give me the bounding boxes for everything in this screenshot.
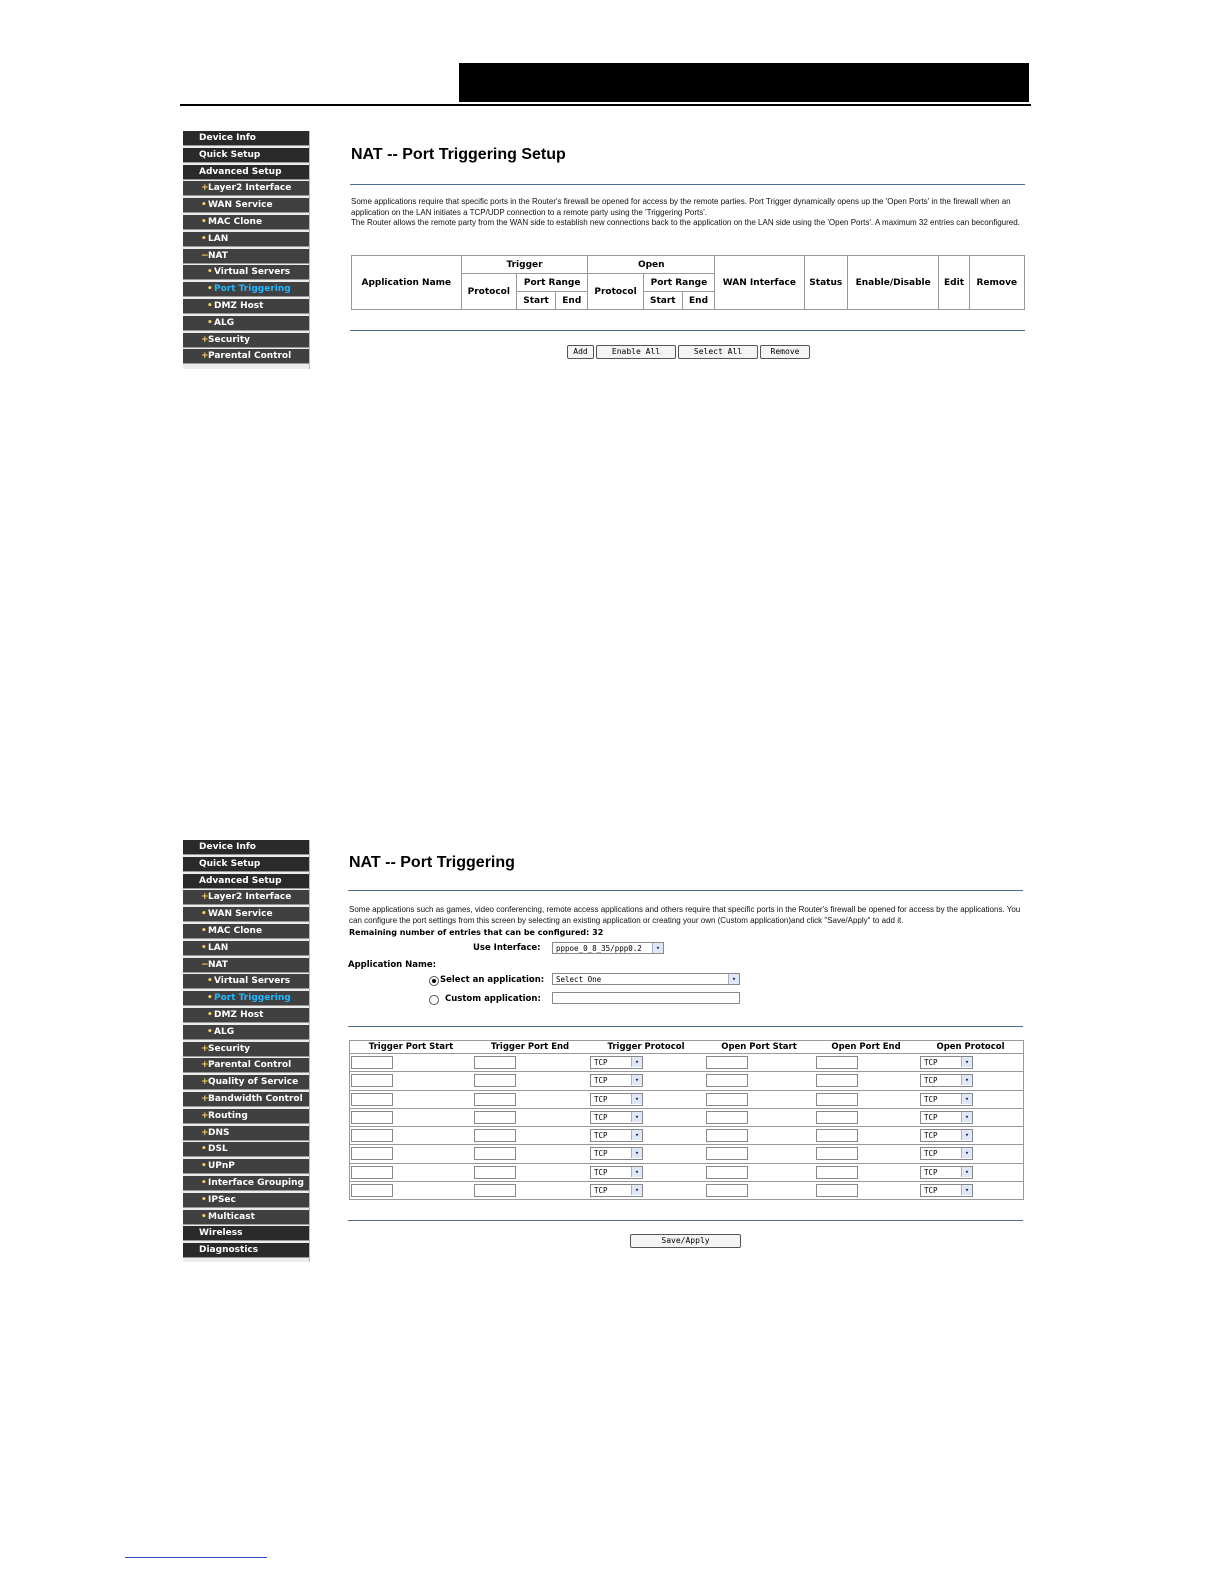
bullet-icon: •	[207, 267, 213, 278]
footer-link-underline	[125, 1557, 267, 1558]
trigger-protocol-select-value: TCP	[594, 1149, 608, 1159]
section-rule	[348, 1026, 1023, 1027]
sidebar-item-label: DMZ Host	[214, 300, 264, 311]
sidebar-item-alg[interactable]	[183, 316, 309, 331]
sidebar-divider	[309, 840, 310, 1262]
sidebar-item-alg[interactable]	[183, 1025, 309, 1040]
open-protocol-select[interactable]	[920, 1093, 973, 1106]
trigger-port-end-input[interactable]	[474, 1129, 516, 1142]
select-application-radio[interactable]	[429, 976, 439, 986]
sidebar-item-label: NAT	[208, 959, 228, 970]
header-bar	[459, 63, 1029, 102]
bullet-icon: +	[201, 892, 209, 903]
col-edit: Edit	[939, 256, 969, 310]
sidebar-item-security[interactable]	[183, 1042, 309, 1057]
open-protocol-select-value: TCP	[924, 1076, 938, 1086]
trigger-port-end-input[interactable]	[474, 1184, 516, 1197]
bullet-icon: •	[201, 1144, 207, 1155]
remaining-entries: Remaining number of entries that can be configured: 32	[349, 928, 604, 937]
title-rule	[348, 890, 1023, 891]
sidebar-item-label: DSL	[208, 1144, 228, 1155]
sidebar-item-label: WAN Service	[208, 909, 273, 920]
trigger-protocol-select-value: TCP	[594, 1131, 608, 1141]
sidebar-item-ipsec[interactable]	[183, 1193, 309, 1208]
bullet-icon: •	[201, 1161, 207, 1172]
trigger-port-end-input[interactable]	[474, 1166, 516, 1179]
open-port-end-input[interactable]	[816, 1129, 858, 1142]
col-application-name: Application Name	[352, 256, 462, 310]
sidebar-item-label: LAN	[208, 233, 229, 244]
sidebar-item-label: ALG	[214, 1026, 235, 1037]
sidebar-item-label: Virtual Servers	[214, 976, 291, 987]
sidebar-item-label: DMZ Host	[214, 1009, 264, 1020]
sidebar-item-lan[interactable]	[183, 941, 309, 956]
sidebar-item-nat[interactable]	[183, 958, 309, 973]
sidebar-item-port-triggering[interactable]	[183, 282, 309, 297]
chevron-down-icon: ▾	[631, 1057, 642, 1067]
trigger-port-start-input[interactable]	[351, 1147, 393, 1160]
sidebar-item-upnp[interactable]	[183, 1159, 309, 1174]
sidebar-item-label: DNS	[208, 1127, 230, 1138]
open-port-start-input[interactable]	[706, 1093, 748, 1106]
sidebar-item-label: Wireless	[199, 1228, 243, 1239]
table-row	[350, 1109, 1023, 1127]
col-open-port-range: Port Range	[643, 274, 714, 292]
sidebar-item-label: Quick Setup	[199, 149, 261, 160]
open-protocol-select-value: TCP	[924, 1112, 938, 1122]
sidebar-item-mac-clone[interactable]	[183, 924, 309, 939]
open-port-end-input[interactable]	[816, 1147, 858, 1160]
description	[351, 197, 1023, 229]
custom-application-input[interactable]	[552, 992, 740, 1004]
port-triggering-setup-screenshot	[183, 131, 1033, 369]
bullet-icon: +	[201, 1110, 209, 1121]
bullet-icon: •	[207, 1009, 213, 1020]
sidebar-item-label: Routing	[208, 1110, 248, 1121]
sidebar-item-label: NAT	[208, 250, 228, 261]
bullet-icon: +	[201, 334, 209, 345]
trigger-protocol-select[interactable]	[590, 1129, 643, 1142]
trigger-port-end-input[interactable]	[474, 1111, 516, 1124]
sidebar-item-port-triggering[interactable]	[183, 991, 309, 1006]
col-trigger: Trigger	[461, 256, 588, 274]
chevron-down-icon: ▾	[728, 974, 739, 984]
sidebar-item-layer2-interface[interactable]	[183, 181, 309, 196]
sidebar-divider	[309, 131, 310, 369]
col-open-port-start: Open Port Start	[721, 1042, 797, 1052]
trigger-ports-table	[349, 1040, 1024, 1200]
open-port-start-input[interactable]	[706, 1056, 748, 1069]
bullet-icon: •	[201, 216, 207, 227]
bottom-rule	[348, 1220, 1023, 1221]
bullet-icon: •	[201, 1211, 207, 1222]
sidebar-item-nat[interactable]	[183, 249, 309, 264]
bullet-icon: •	[201, 233, 207, 244]
use-interface-value: pppoe_0_8_35/ppp0.2	[556, 944, 642, 953]
trigger-protocol-select[interactable]	[590, 1111, 643, 1124]
chevron-down-icon: ▾	[631, 1130, 642, 1140]
chevron-down-icon: ▾	[631, 1075, 642, 1085]
bullet-icon: •	[207, 993, 213, 1004]
open-port-end-input[interactable]	[816, 1166, 858, 1179]
select-application-label: Select an application:	[440, 975, 545, 985]
col-trigger-end: End	[556, 292, 588, 310]
chevron-down-icon: ▾	[631, 1167, 642, 1177]
open-port-start-input[interactable]	[706, 1074, 748, 1087]
bullet-icon: •	[201, 909, 207, 920]
chevron-down-icon: ▾	[631, 1094, 642, 1104]
open-protocol-select-value: TCP	[924, 1186, 938, 1196]
sidebar-item-label: Port Triggering	[214, 993, 291, 1004]
select-application-dropdown[interactable]	[552, 973, 740, 985]
application-name-label: Application Name:	[348, 960, 437, 970]
trigger-protocol-select-value: TCP	[594, 1186, 608, 1196]
bullet-icon: +	[201, 1043, 209, 1054]
open-protocol-select-value: TCP	[924, 1131, 938, 1141]
bullet-icon: •	[201, 1177, 207, 1188]
table-row	[350, 1127, 1023, 1145]
table-header	[350, 1041, 1023, 1054]
trigger-port-start-input[interactable]	[351, 1129, 393, 1142]
sidebar-item-mac-clone[interactable]	[183, 215, 309, 230]
open-protocol-select-value: TCP	[924, 1149, 938, 1159]
sidebar-item-parental-control[interactable]	[183, 349, 309, 364]
open-protocol-select-value: TCP	[924, 1094, 938, 1104]
description-paragraph-2: The Router allows the remote party from the WAN side to establish new connections back to the application on the LAN side using the 'Open Ports'. A maximum 32 entries can beconfigured.	[351, 218, 1020, 227]
sidebar-item-bandwidth-control[interactable]	[183, 1092, 309, 1107]
sidebar-item-label: Virtual Servers	[214, 267, 291, 278]
trigger-port-start-input[interactable]	[351, 1093, 393, 1106]
table-row	[350, 1072, 1023, 1090]
sidebar-item-label: Multicast	[208, 1211, 255, 1222]
trigger-protocol-select-value: TCP	[594, 1167, 608, 1177]
sidebar-item-label: Security	[208, 334, 251, 345]
trigger-protocol-select-value: TCP	[594, 1112, 608, 1122]
col-trigger-port-end: Trigger Port End	[490, 1042, 570, 1052]
chevron-down-icon: ▾	[961, 1148, 972, 1158]
sidebar-item-quick-setup[interactable]	[183, 857, 309, 872]
open-port-start-input[interactable]	[706, 1111, 748, 1124]
bullet-icon: •	[207, 1026, 213, 1037]
sidebar-item-diagnostics[interactable]	[183, 1243, 309, 1258]
sidebar-item-label: IPSec	[208, 1194, 236, 1205]
chevron-down-icon: ▾	[961, 1075, 972, 1085]
col-wan-interface: WAN Interface	[715, 256, 805, 310]
chevron-down-icon: ▾	[961, 1185, 972, 1195]
sidebar-item-dmz-host[interactable]	[183, 299, 309, 314]
trigger-port-start-input[interactable]	[351, 1184, 393, 1197]
trigger-protocol-select[interactable]	[590, 1093, 643, 1106]
col-open-start: Start	[643, 292, 682, 310]
sidebar-item-wan-service[interactable]	[183, 907, 309, 922]
chevron-down-icon: ▾	[961, 1130, 972, 1140]
sidebar-item-dmz-host[interactable]	[183, 1008, 309, 1023]
chevron-down-icon: ▾	[631, 1112, 642, 1122]
trigger-protocol-select-value: TCP	[594, 1076, 608, 1086]
bullet-icon: +	[201, 183, 209, 194]
chevron-down-icon: ▾	[961, 1094, 972, 1104]
chevron-down-icon: ▾	[631, 1148, 642, 1158]
sidebar-item-interface-grouping[interactable]	[183, 1176, 309, 1191]
page-title: NAT -- Port Triggering Setup	[351, 146, 566, 163]
trigger-protocol-select[interactable]	[590, 1147, 643, 1160]
open-port-end-input[interactable]	[816, 1074, 858, 1087]
open-port-start-input[interactable]	[706, 1147, 748, 1160]
bullet-icon: +	[201, 1127, 209, 1138]
trigger-protocol-select[interactable]	[590, 1074, 643, 1087]
col-remove: Remove	[969, 256, 1024, 310]
use-interface-select[interactable]	[552, 942, 664, 954]
trigger-protocol-select[interactable]	[590, 1184, 643, 1197]
sidebar-item-label: Security	[208, 1043, 251, 1054]
sidebar-item-label: Advanced Setup	[199, 166, 282, 177]
trigger-port-end-input[interactable]	[474, 1093, 516, 1106]
sidebar-item-label: Parental Control	[208, 1060, 292, 1071]
sidebar-item-advanced-setup[interactable]	[183, 874, 309, 889]
open-protocol-select[interactable]	[920, 1111, 973, 1124]
table-row	[350, 1145, 1023, 1163]
chevron-down-icon: ▾	[961, 1057, 972, 1067]
add-button[interactable]: Add	[567, 345, 594, 359]
col-open-end: End	[682, 292, 714, 310]
bullet-icon: •	[207, 284, 213, 295]
sidebar-item-layer2-interface[interactable]	[183, 890, 309, 905]
sidebar-item-routing[interactable]	[183, 1109, 309, 1124]
col-status: Status	[804, 256, 847, 310]
sidebar-item-label: Quality of Service	[208, 1077, 299, 1088]
open-protocol-select-value: TCP	[924, 1167, 938, 1177]
sidebar-item-quick-setup[interactable]	[183, 148, 309, 163]
open-protocol-select[interactable]	[920, 1074, 973, 1087]
trigger-protocol-select[interactable]	[590, 1166, 643, 1179]
open-port-end-input[interactable]	[816, 1111, 858, 1124]
sidebar-item-device-info[interactable]	[183, 840, 309, 855]
table-row	[350, 1054, 1023, 1072]
sidebar-item-wan-service[interactable]	[183, 198, 309, 213]
col-trigger-protocol: Protocol	[461, 274, 516, 310]
table-row	[350, 1164, 1023, 1182]
sidebar-item-label: Interface Grouping	[208, 1177, 304, 1188]
trigger-port-start-input[interactable]	[351, 1056, 393, 1069]
sidebar-item-label: Diagnostics	[199, 1245, 259, 1256]
col-trigger-protocol: Trigger Protocol	[607, 1042, 685, 1052]
open-protocol-select-value: TCP	[924, 1058, 938, 1067]
remove-button[interactable]: Remove	[760, 345, 810, 359]
col-trigger-port-range: Port Range	[516, 274, 587, 292]
save-apply-button[interactable]: Save/Apply	[630, 1234, 741, 1248]
description: Some applications such as games, video conferencing, remote access applications and others require that specific ports in the Router's firewall be opened for access by the applications. You can configure the port settings from this screen by selecting an existing application or creating your own (Custom application)and click "Save/Apply" to add it.	[349, 905, 1021, 925]
sidebar-item-label: Device Info	[199, 842, 256, 852]
trigger-port-end-input[interactable]	[474, 1074, 516, 1087]
open-port-start-input[interactable]	[706, 1166, 748, 1179]
sidebar-item-virtual-servers[interactable]	[183, 265, 309, 280]
col-open-protocol: Protocol	[588, 274, 643, 310]
open-port-start-input[interactable]	[706, 1184, 748, 1197]
col-open-port-end: Open Port End	[831, 1042, 901, 1052]
use-interface-label: Use Interface:	[473, 943, 541, 953]
sidebar-item-label: MAC Clone	[208, 216, 263, 227]
port-triggering-add-screenshot	[183, 840, 1035, 1262]
open-port-end-input[interactable]	[816, 1184, 858, 1197]
sidebar-item-label: LAN	[208, 942, 229, 953]
sidebar-item-label: Bandwidth Control	[208, 1093, 303, 1104]
bullet-icon: −	[201, 250, 209, 261]
chevron-down-icon: ▾	[961, 1112, 972, 1122]
sidebar-item-label: Quick Setup	[199, 858, 261, 869]
trigger-port-end-input[interactable]	[474, 1056, 516, 1069]
title-rule	[350, 184, 1025, 185]
chevron-down-icon: ▾	[631, 1185, 642, 1195]
open-protocol-select[interactable]	[920, 1147, 973, 1160]
sidebar-item-virtual-servers[interactable]	[183, 974, 309, 989]
trigger-protocol-select-value: TCP	[594, 1058, 608, 1067]
trigger-protocol-select[interactable]	[590, 1056, 643, 1069]
sidebar-item-label: Advanced Setup	[199, 875, 282, 886]
trigger-protocol-select-value: TCP	[594, 1094, 608, 1104]
custom-application-radio[interactable]	[429, 995, 439, 1005]
bullet-icon: +	[201, 351, 209, 362]
sidebar-item-multicast[interactable]	[183, 1210, 309, 1225]
sidebar-item-advanced-setup[interactable]	[183, 165, 309, 180]
sidebar-item-label: UPnP	[208, 1161, 235, 1172]
open-port-start-input[interactable]	[706, 1129, 748, 1142]
sidebar	[183, 131, 309, 369]
sidebar-item-label: ALG	[214, 317, 235, 328]
sidebar-item-dns[interactable]	[183, 1126, 309, 1141]
sidebar-item-lan[interactable]	[183, 232, 309, 247]
sidebar-item-label: Port Triggering	[214, 284, 291, 295]
bullet-icon: •	[207, 976, 213, 987]
open-protocol-select[interactable]	[920, 1166, 973, 1179]
col-trigger-port-start: Trigger Port Start	[368, 1042, 454, 1052]
select-all-button[interactable]: Select All	[678, 345, 758, 359]
bullet-icon: •	[201, 200, 207, 211]
bullet-icon: •	[201, 925, 207, 936]
open-protocol-select[interactable]	[920, 1056, 973, 1069]
sidebar-item-dsl[interactable]	[183, 1142, 309, 1157]
bullet-icon: +	[201, 1093, 209, 1104]
sidebar-item-label: WAN Service	[208, 200, 273, 211]
open-port-end-input[interactable]	[816, 1056, 858, 1069]
bullet-icon: −	[201, 959, 209, 970]
open-protocol-select[interactable]	[920, 1184, 973, 1197]
header-rule	[180, 104, 1031, 106]
trigger-port-start-input[interactable]	[351, 1074, 393, 1087]
table-row	[350, 1091, 1023, 1109]
description-paragraph-1: Some applications require that specific ports in the Router's firewall be opened for access by the remote parties. Port Trigger dynamically opens up the 'Open Ports' in the firewall when an application on the LAN initiates a TCP/UDP connection to a remote party using the 'Triggering Ports'.	[351, 197, 1011, 217]
sidebar-item-label: MAC Clone	[208, 925, 263, 936]
enable-all-button[interactable]: Enable All	[596, 345, 676, 359]
open-port-end-input[interactable]	[816, 1093, 858, 1106]
bullet-icon: •	[207, 317, 213, 328]
chevron-down-icon: ▾	[652, 943, 663, 953]
bullet-icon: •	[201, 942, 207, 953]
sidebar-item-quality-of-service[interactable]	[183, 1075, 309, 1090]
trigger-port-start-input[interactable]	[351, 1166, 393, 1179]
open-protocol-select[interactable]	[920, 1129, 973, 1142]
col-trigger-start: Start	[516, 292, 555, 310]
col-open: Open	[588, 256, 715, 274]
table-row	[350, 1182, 1023, 1199]
col-enable-disable: Enable/Disable	[847, 256, 939, 310]
sidebar-item-label: Layer2 Interface	[208, 892, 292, 903]
bullet-icon: +	[201, 1077, 209, 1088]
bullet-icon: +	[201, 1060, 209, 1071]
page-title: NAT -- Port Triggering	[349, 854, 515, 871]
bullet-icon: •	[207, 300, 213, 311]
sidebar-item-label: Layer2 Interface	[208, 183, 292, 194]
custom-application-label: Custom application:	[445, 994, 541, 1004]
sidebar-item-label: Device Info	[199, 133, 256, 143]
trigger-port-start-input[interactable]	[351, 1111, 393, 1124]
bullet-icon: •	[201, 1194, 207, 1205]
sidebar-item-label: Parental Control	[208, 351, 292, 362]
sidebar-item-wireless[interactable]	[183, 1226, 309, 1241]
port-triggering-table	[351, 255, 1025, 310]
sidebar	[183, 840, 309, 1262]
chevron-down-icon: ▾	[961, 1167, 972, 1177]
sidebar-item-security[interactable]	[183, 333, 309, 348]
table-rule	[350, 330, 1025, 331]
select-application-value: Select One	[556, 975, 602, 984]
sidebar-item-parental-control[interactable]	[183, 1058, 309, 1073]
col-open-protocol: Open Protocol	[936, 1042, 1005, 1052]
sidebar-item-device-info[interactable]	[183, 131, 309, 146]
trigger-port-end-input[interactable]	[474, 1147, 516, 1160]
